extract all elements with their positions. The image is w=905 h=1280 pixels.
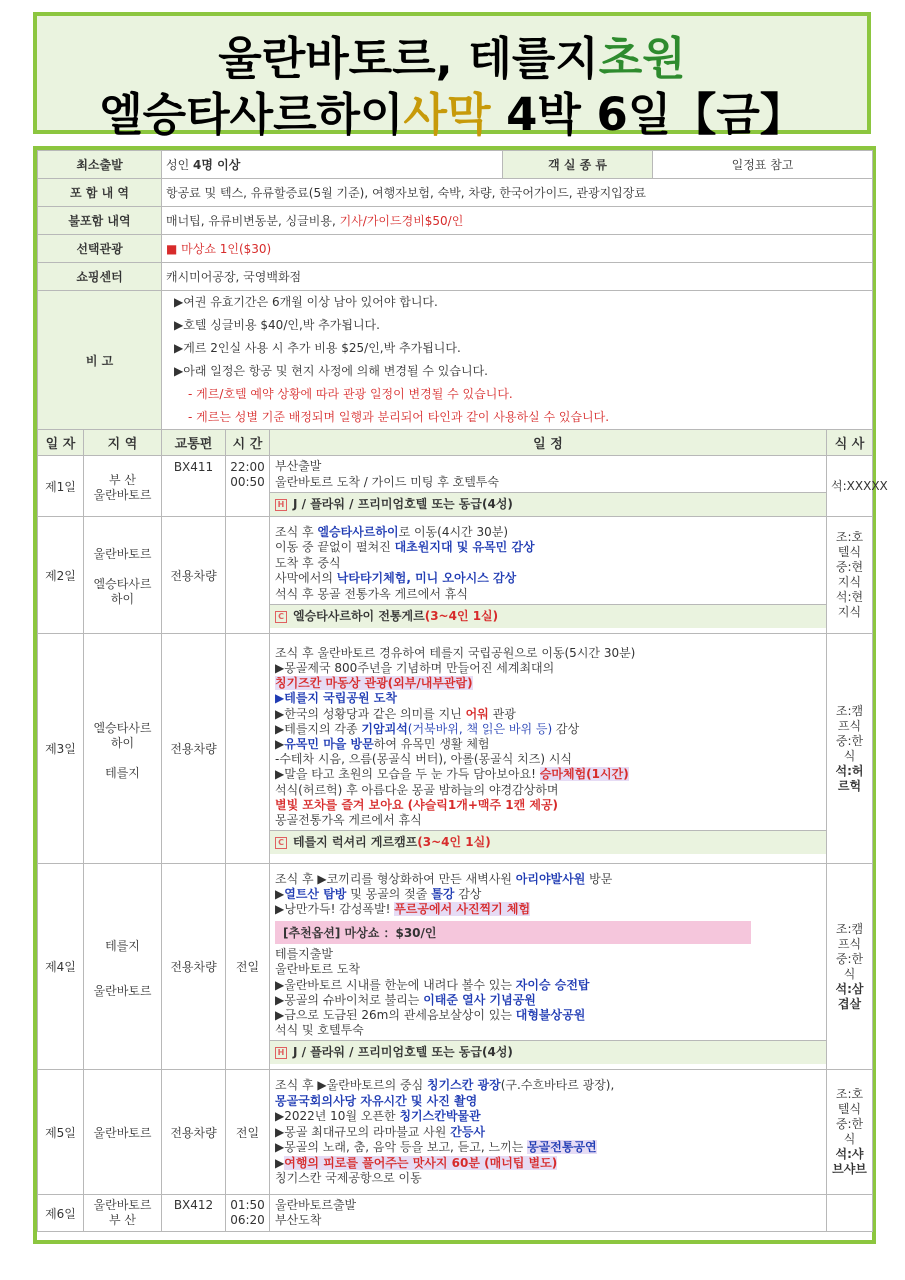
text-segment: ▶: [275, 886, 285, 901]
header-time: 시 간: [226, 430, 270, 456]
note-item: ▶호텔 싱글비용 $40/인,박 추가됩니다.: [174, 318, 380, 332]
optional-tour-row: [38, 235, 873, 263]
highlight-text: 몽골전통공연: [527, 1140, 597, 1155]
text-segment: 방문: [585, 871, 613, 886]
room-type-value: 일정표 참고: [653, 151, 873, 179]
title-line-2-duration: 4박 6일【금】: [490, 88, 805, 141]
region-name: 엘승타사르: [93, 720, 152, 735]
text-segment: ▶: [275, 737, 285, 751]
region-name: 테를지: [105, 765, 140, 780]
text-segment: 감상: [552, 721, 580, 736]
itinerary-line: 별빛 포차를 즐겨 보아요 (샤슬릭1개+맥주 1캔 제공): [275, 797, 559, 812]
itinerary-line: [275, 540, 821, 556]
itinerary-line: ▶테를지 국립공원 도착: [275, 691, 397, 706]
highlight-text: 열트산 탐방: [284, 886, 347, 901]
itinerary-line: 몽골전통가옥 게르에서 휴식: [275, 813, 422, 828]
itinerary-cell: [270, 456, 827, 517]
day-label: 제5일: [38, 1070, 84, 1195]
day-label: 제1일: [38, 456, 84, 517]
itinerary-line: [275, 872, 821, 887]
itinerary-cell: [270, 517, 827, 634]
text-segment: 하여 유목민 생활 체험: [373, 737, 490, 751]
itinerary-cell: [270, 864, 827, 1070]
itinerary-line: [275, 676, 821, 691]
text-segment: ▶몽골의 노래, 춤, 음악 등을 보고, 듣고, 느끼는: [275, 1140, 528, 1155]
time-cell: 전일: [226, 864, 270, 1070]
itinerary-cell: [270, 634, 827, 864]
excluded-value: [162, 207, 873, 235]
highlight-text: 간등사: [450, 1124, 485, 1139]
min-departure-value-b: 4명 이상: [193, 158, 241, 172]
optional-tour-label: 선택관광: [38, 235, 162, 263]
region-spacer: [88, 954, 157, 984]
note-item: ▶아래 일정은 항공 및 현지 사정에 의해 변경될 수 있습니다.: [174, 364, 488, 378]
note-warning: - 게르/호텔 예약 상황에 따라 관광 일정이 변경될 수 있습니다.: [188, 387, 513, 401]
text-segment: ▶2022년 10월 오픈한: [275, 1109, 400, 1124]
transport-cell: 전용차량: [162, 864, 226, 1070]
itinerary-line: [275, 707, 821, 722]
itinerary-line: 울란바토르출발: [275, 1198, 357, 1212]
transport-cell: 전용차량: [162, 1070, 226, 1195]
itinerary-line: [275, 722, 821, 737]
region-name: 울란바토르: [93, 1198, 152, 1212]
region-name: 부 산: [109, 473, 136, 487]
highlight-text: 푸르공에서 사진찍기 체험: [394, 901, 531, 916]
meal-item: 중:한 식: [835, 1117, 864, 1146]
hotel-capacity: (3~4인 1실): [424, 609, 499, 624]
text-segment: 이동 중 끝없이 펼쳐진: [275, 540, 395, 555]
highlight-text: 여행의 피로를 풀어주는 맛사지 60분 (매너팁 별도): [284, 1155, 558, 1170]
hotel-capacity: (3~4인 1실): [417, 835, 491, 850]
itinerary-cell: [270, 1070, 827, 1195]
room-type-label: 객 실 종 류: [503, 151, 653, 179]
highlight-text: 기암괴석: [361, 721, 408, 736]
hotel-name: J / 플라워 / 프리미엄호텔 또는 동급(4성): [293, 1045, 513, 1060]
day-label: 제3일: [38, 634, 84, 864]
meal-item: 석:샤브샤브: [832, 1147, 867, 1176]
itinerary-line: [275, 1078, 821, 1094]
time-value: 01:50: [230, 1198, 265, 1212]
text-segment: 감상: [454, 886, 482, 901]
day-row: [38, 1070, 873, 1195]
itinerary-line: 울란바토르 도착 / 가이드 미팅 후 호텔투숙: [275, 474, 499, 489]
hotel-badge-icon: H: [275, 499, 287, 511]
region-name: 울란바토르: [93, 1125, 152, 1140]
text-segment: ▶낭만가득! 감성폭발!: [275, 901, 395, 916]
meal-cell: [827, 634, 873, 864]
meal-cell: [827, 864, 873, 1070]
time-cell: [226, 517, 270, 634]
meal-item: 석:현지식: [835, 590, 864, 619]
shopping-value: 캐시미어공장, 국영백화점: [162, 263, 873, 291]
notes-label: 비 고: [38, 291, 162, 430]
notes-cell: [162, 291, 873, 430]
title-line-2-main: 엘승타사르하이: [99, 88, 404, 141]
highlight-text: 어워: [465, 706, 489, 721]
day-label: 제6일: [38, 1195, 84, 1232]
ger-badge-icon: C: [275, 837, 287, 849]
itinerary-line: 도착 후 중식: [275, 555, 341, 570]
itinerary-line: [275, 902, 821, 917]
title-line-2: [37, 78, 867, 143]
region-cell: [84, 634, 162, 864]
itinerary-line: [275, 978, 821, 993]
itinerary-line: 부산출발: [275, 459, 322, 473]
text-segment: ▶금으로 도금된 26m의 관세음보살상이 있는: [275, 1008, 516, 1022]
region-name: 울란바토르: [93, 983, 152, 998]
day-row: [38, 864, 873, 1070]
highlight-text: 승마체험(1시간): [539, 767, 629, 782]
excluded-row: [38, 207, 873, 235]
hotel-info: [270, 1040, 826, 1064]
region-name: 엘승타사르: [93, 577, 152, 591]
itinerary-line: [275, 1156, 821, 1172]
time-cell: [226, 634, 270, 864]
region-spacer: [88, 562, 157, 577]
region-name: 부 산: [109, 1213, 136, 1227]
hotel-name: J / 플라워 / 프리미엄호텔 또는 동급(4성): [293, 497, 513, 511]
highlight-text: 엘승타사르하이: [317, 524, 399, 539]
transport-cell: 전용차량: [162, 517, 226, 634]
text-segment: ▶한국의 성황당과 같은 의미를 지닌: [275, 706, 466, 721]
itinerary-line: 석식 및 호텔투숙: [275, 1023, 364, 1038]
notes-row: [38, 291, 873, 430]
title-line-2-gold: 사막: [403, 88, 491, 141]
text-segment: ▶몽골 최대규모의 라마불교 사원: [275, 1124, 451, 1139]
schedule-header-row: [38, 430, 873, 456]
meal-item: 중:현지식: [835, 560, 864, 589]
text-segment: 및 몽골의 젖줄: [346, 886, 432, 901]
text-segment: 로 이동(4시간 30분): [398, 524, 509, 539]
title-line-1-main: 울란바토르, 테를지: [218, 32, 599, 85]
excluded-value-a: 매너팁, 유류비변동분, 싱글비용,: [166, 214, 340, 228]
itinerary-line: [275, 1109, 821, 1125]
shopping-row: [38, 263, 873, 291]
excluded-label: 불포함 내역: [38, 207, 162, 235]
itinerary-line: 몽골국회의사당 자유시간 및 사진 촬영: [275, 1093, 478, 1108]
region-name: 울란바토르: [93, 547, 152, 561]
itinerary-line: [275, 525, 821, 541]
hotel-name: 엘승타사르하이 전통게르: [293, 609, 425, 624]
text-segment: ▶몽골의 슈바이처로 불리는: [275, 992, 424, 1007]
text-segment: ▶테를지의 각종: [275, 721, 362, 736]
itinerary-line: 부산도착: [275, 1213, 322, 1227]
time-cell: [226, 1195, 270, 1232]
meal-item: 중:한 식: [835, 733, 864, 763]
itinerary-line: [275, 1008, 821, 1023]
hotel-badge-icon: H: [275, 1047, 287, 1059]
hotel-info: [270, 604, 826, 628]
title-banner: [33, 12, 871, 141]
meal-cell: [827, 517, 873, 634]
itinerary-table-box: [33, 146, 888, 1244]
header-day: 일 자: [38, 430, 84, 456]
highlight-text: 자이승 승전탑: [515, 977, 590, 992]
itinerary-line: ▶몽골제국 800주년을 기념하며 만들어진 세계최대의: [275, 660, 555, 675]
meal-cell: 석:XXXXX: [827, 456, 873, 517]
meal-item: 조:호텔식: [835, 530, 864, 559]
itinerary-line: [275, 737, 821, 752]
region-name: 하이: [110, 592, 135, 606]
transport-cell: 전용차량: [162, 634, 226, 864]
itinerary-line: 석식 후 몽골 전통가옥 게르에서 휴식: [275, 586, 468, 601]
text-segment: 관광: [488, 706, 516, 721]
region-cell: [84, 517, 162, 634]
highlight-text: 대형불상공원: [515, 1008, 586, 1022]
min-departure-value-a: 성인: [166, 158, 193, 172]
hotel-info: [270, 492, 826, 516]
recommended-option-box: [275, 921, 751, 944]
itinerary-line: 칭기스칸 국제공항으로 이동: [275, 1171, 422, 1186]
text-segment: 조식 후: [275, 524, 318, 539]
ger-badge-icon: C: [275, 611, 287, 623]
text-segment: 사막에서의: [275, 571, 337, 586]
region-name: 울란바토르: [93, 488, 152, 502]
text-segment: 조식 후 ▶코끼리를 형상화하여 만든 새벽사원: [275, 871, 516, 886]
title-line-1-green: 초원: [598, 32, 686, 85]
itinerary-line: 울란바토르 도착: [275, 962, 360, 977]
transport-cell: BX411: [162, 456, 226, 517]
highlight-text: 칭기스칸 광장: [427, 1077, 501, 1092]
meal-item: 조:캠프식: [835, 921, 864, 951]
hotel-info: [270, 830, 826, 854]
note-item: ▶게르 2인실 사용 시 추가 비용 $25/인,박 추가됩니다.: [174, 341, 461, 355]
included-value: 항공료 및 텍스, 유류할증료(5월 기준), 여행자보험, 숙박, 차량, 한국어가이드, 관광지입장료: [162, 179, 873, 207]
meal-item: 조:캠프식: [835, 703, 864, 733]
note-item: ▶여권 유효기간은 6개월 이상 남아 있어야 합니다.: [174, 295, 438, 309]
itinerary-line: [275, 1140, 821, 1156]
text-segment: (구.수흐바타르 광장),: [500, 1077, 615, 1092]
meal-item: 조:호텔식: [835, 1087, 864, 1116]
itinerary-line: 조식 후 울란바토르 경유하여 테를지 국립공원으로 이동(5시간 30분): [275, 645, 636, 660]
highlight-text: 이태준 열사 기념공원: [423, 992, 536, 1007]
meal-item: 중:한 식: [835, 951, 864, 981]
included-row: [38, 179, 873, 207]
itinerary-line: [275, 887, 821, 902]
min-departure-value: [162, 151, 503, 179]
min-departure-row: [38, 151, 873, 179]
recommended-option-text: [추천옵션] 마상쇼 ：$30/인: [283, 926, 437, 941]
region-spacer: [88, 751, 157, 766]
day-label: 제4일: [38, 864, 84, 1070]
meal-item: 석:삼겹살: [835, 981, 864, 1011]
shopping-label: 쇼핑센터: [38, 263, 162, 291]
highlight-text: 칭기스칸박물관: [399, 1109, 481, 1124]
day-row: [38, 1195, 873, 1232]
header-region: 지 역: [84, 430, 162, 456]
meal-cell: [827, 1070, 873, 1195]
itinerary-table: [37, 150, 888, 1232]
region-cell: [84, 456, 162, 517]
highlight-text: 대초원지대 및 유목민 감상: [394, 540, 535, 555]
day-row: [38, 634, 873, 864]
note-warning: - 게르는 성별 기준 배정되며 일행과 분리되어 타인과 같이 사용하실 수 있습니다.: [188, 410, 610, 424]
time-cell: 전일: [226, 1070, 270, 1195]
text-segment: 조식 후 ▶울란바토르의 중심: [275, 1077, 427, 1092]
itinerary-line: [275, 767, 821, 782]
highlight-text: 칭기즈칸 마동상 관광(외부/내부관람): [275, 676, 473, 691]
highlight-text: 톨강: [431, 886, 455, 901]
text-segment: ▶말을 타고 초원의 모습을 두 눈 가득 담아보아요!: [275, 767, 540, 782]
itinerary-line: 석식(허르헉) 후 아름다운 몽골 밤하늘의 야경감상하며: [275, 782, 559, 797]
itinerary-line: [275, 571, 821, 587]
header-itinerary: 일 정: [270, 430, 827, 456]
min-departure-label: 최소출발: [38, 151, 162, 179]
transport-cell: BX412: [162, 1195, 226, 1232]
meal-item: 석:허르헉: [835, 763, 864, 793]
region-name: 테를지: [105, 938, 140, 953]
excluded-value-b: 기사/가이드경비$50/인: [339, 214, 464, 228]
header-transport: 교통편: [162, 430, 226, 456]
highlight-text: 유목민 마을 방문: [284, 737, 374, 751]
time-cell: [226, 456, 270, 517]
day-label: 제2일: [38, 517, 84, 634]
highlight-text: 아리야발사원: [515, 871, 586, 886]
itinerary-line: -수테차 시음, 으름(몽골식 버터), 아롤(몽골식 치즈) 시식: [275, 752, 573, 767]
text-segment: ▶: [275, 1155, 285, 1170]
itinerary-cell: [270, 1195, 827, 1232]
region-cell: [84, 864, 162, 1070]
time-value: 00:50: [230, 475, 265, 489]
text-segment: (거북바위, 책 읽은 바위 등): [407, 721, 553, 736]
region-cell: [84, 1195, 162, 1232]
day-row: [38, 456, 873, 517]
optional-tour-value: ■ 마상쇼 1인($30): [162, 235, 873, 263]
itinerary-line: 테를지출발: [275, 947, 333, 962]
included-label: 포 함 내 역: [38, 179, 162, 207]
header-meal: 식 사: [827, 430, 873, 456]
highlight-text: 낙타타기체험, 미니 오아시스 감상: [336, 571, 517, 586]
region-name: 하이: [110, 735, 135, 750]
time-value: 22:00: [230, 460, 265, 474]
itinerary-line: [275, 993, 821, 1008]
day-row: [38, 517, 873, 634]
time-value: 06:20: [230, 1213, 265, 1227]
meal-cell: [827, 1195, 873, 1232]
hotel-name: 테를지 럭셔리 게르캠프: [293, 835, 418, 850]
region-cell: [84, 1070, 162, 1195]
text-segment: ▶울란바토르 시내를 한눈에 내려다 볼수 있는: [275, 977, 516, 992]
itinerary-line: [275, 1125, 821, 1141]
